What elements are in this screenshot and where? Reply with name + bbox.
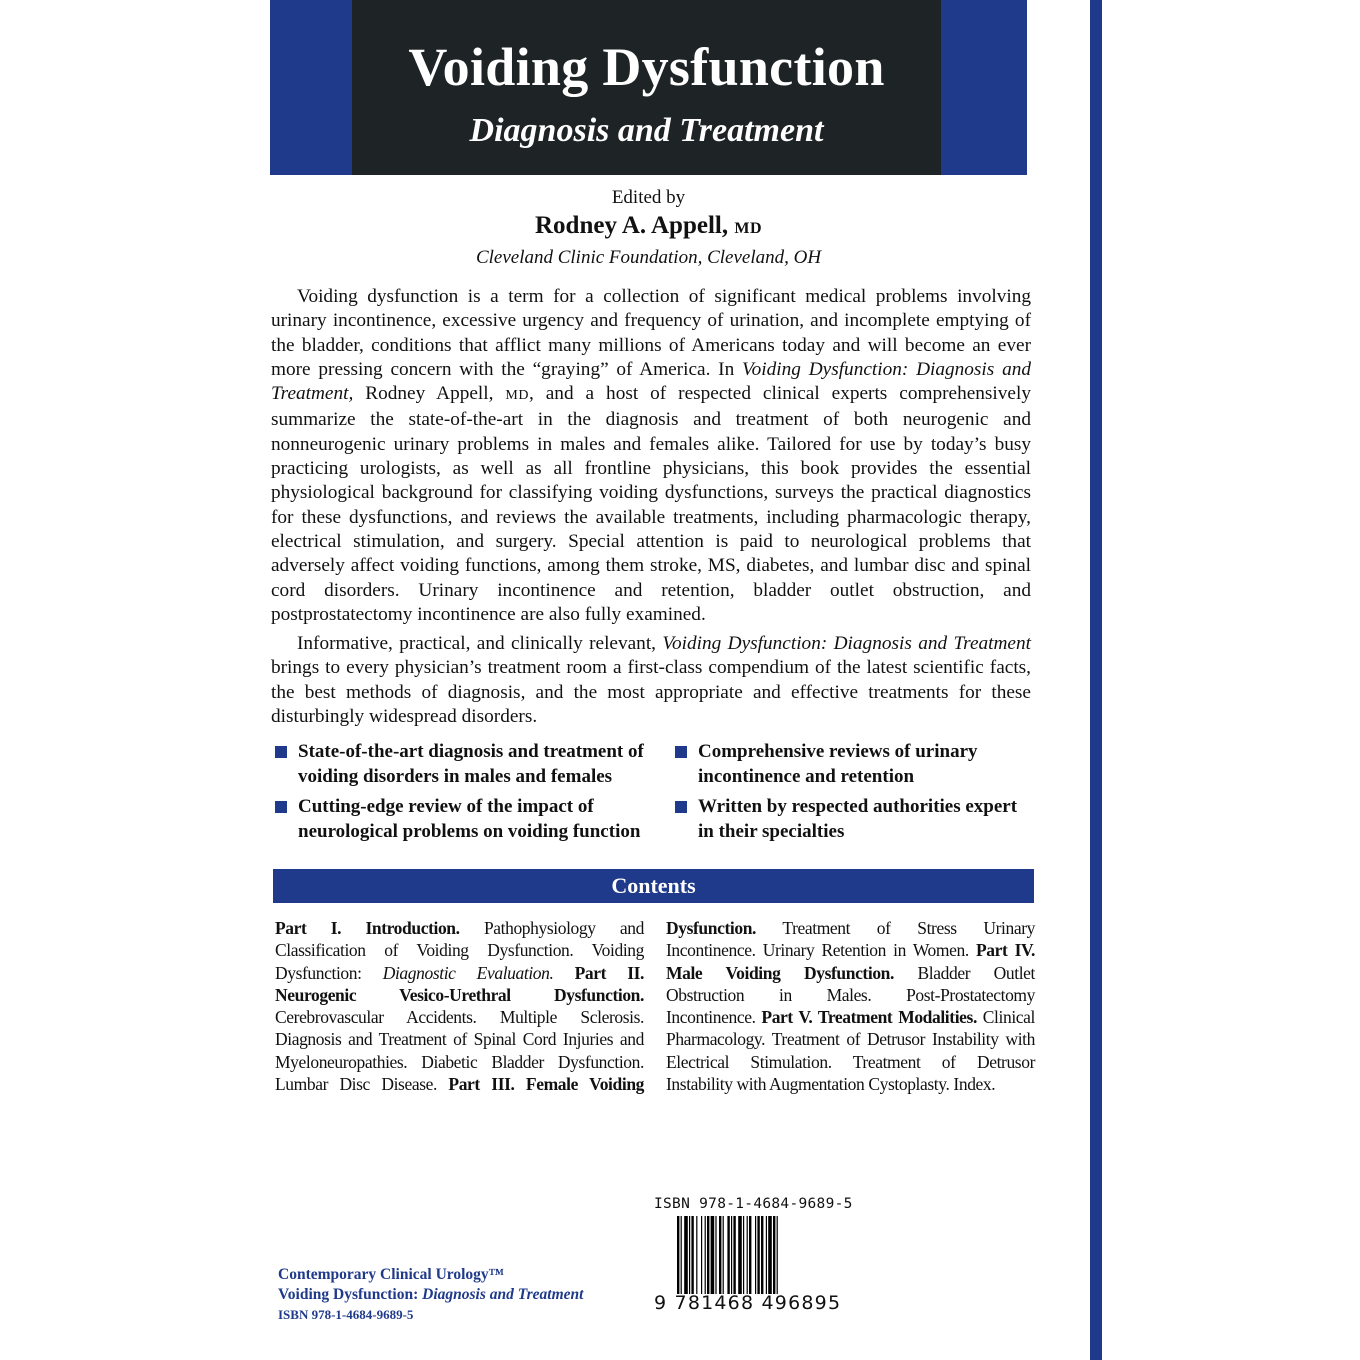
barcode-bar	[738, 1216, 742, 1294]
barcode-bar	[677, 1216, 679, 1294]
barcode-bar	[768, 1216, 772, 1294]
description-paragraph-2	[271, 632, 1031, 729]
barcode-bar	[761, 1216, 763, 1294]
contents-part-heading: Part III. Female Voiding Dysfunction.	[448, 918, 757, 1095]
feature-text: Written by respected authorities expert in their specialties	[698, 796, 1018, 842]
barcode-bar	[749, 1216, 751, 1294]
description-book-title: Voiding Dysfunction: Diagnosis and Treatment	[662, 633, 1031, 655]
contents-part-heading: Part IV. Male Voiding Dysfunction.	[666, 940, 1035, 983]
feature-item	[275, 795, 675, 844]
contents-chapters: Clinical Pharmacology. Treatment of Detrusor Instability with Electrical Stimulation. Treatment of Detrusor Instability with Augmentation Cystoplasty. Index.	[666, 1007, 1035, 1095]
series-info	[278, 1265, 583, 1325]
barcode-bar	[719, 1216, 721, 1294]
barcode-bar	[755, 1216, 756, 1294]
edited-by-label: Edited by	[611, 187, 686, 208]
book-subtitle: Diagnosis and Treatment	[469, 112, 824, 149]
editor-name-text: Rodney A. Appell,	[534, 212, 729, 239]
feature-item	[275, 740, 675, 789]
barcode-bar	[707, 1216, 709, 1294]
barcode-bar	[705, 1216, 706, 1294]
contents-heading: Contents	[273, 869, 1034, 903]
series-book-title-main: Voiding Dysfunction:	[278, 1286, 423, 1303]
barcode-bars-icon	[677, 1216, 857, 1294]
feature-item	[675, 795, 1035, 844]
description-text: Informative, practical, and clinically relevant,	[297, 633, 663, 655]
barcode-bar	[684, 1216, 688, 1294]
barcode-bar	[727, 1216, 729, 1294]
contents-chapters: Bladder Outlet Obstruction in Males. Post-Prostatectomy Incontinence.	[666, 962, 1035, 1028]
description-book-title: Voiding Dysfunction: Diagnosis and Treatment,	[271, 358, 1031, 405]
series-book-title-sub: Diagnosis and Treatment	[422, 1286, 584, 1303]
title-panel	[352, 0, 941, 175]
editor-degree: MD	[734, 220, 762, 237]
square-bullet-icon	[675, 801, 687, 813]
feature-text: State-of-the-art diagnosis and treatment of voiding disorders in males and females	[298, 741, 644, 787]
description-paragraph-1	[271, 285, 1031, 627]
editor-affiliation: Cleveland Clinic Foundation, Cleveland, OH	[475, 247, 822, 268]
description-text: brings to every physician’s treatment room a first-class compendium of the latest scientific facts, the best methods of diagnosis, and the most appropriate and effective treatments for these disturbingly widespread disorders.	[271, 657, 1031, 728]
title-banner	[270, 0, 1027, 175]
contents-part-heading: Part I. Introduction.	[275, 918, 460, 938]
barcode-bar	[743, 1216, 744, 1294]
contents-part-heading: Part V. Treatment Modalities.	[761, 1007, 977, 1028]
description-text: Voiding dysfunction is a term for a collection of significant medical problems involving urinary incontinence, excessive urgency and frequency of urination, and incomplete emptying of the bladder, conditions that afflict many millions of Americans today and will become an ever more pressing concern with the “graying” of America. In	[271, 286, 1031, 380]
barcode-bar	[711, 1216, 715, 1294]
spine-stripe	[1090, 0, 1102, 1360]
feature-text: Comprehensive reviews of urinary incontinence and retention	[698, 741, 978, 787]
contents-text	[275, 917, 1035, 1095]
barcode-bar	[747, 1216, 748, 1294]
contents-chapters-italic: Diagnostic Evaluation.	[382, 962, 554, 983]
square-bullet-icon	[675, 746, 687, 758]
editor-name	[270, 212, 1027, 240]
barcode-digits: 9 781468 496895	[654, 1292, 842, 1314]
feature-item	[675, 740, 1035, 789]
square-bullet-icon	[275, 746, 287, 758]
book-title: Voiding Dysfunction	[408, 37, 885, 97]
barcode-bar	[696, 1216, 697, 1294]
series-isbn: ISBN 978-1-4684-9689-5	[278, 1307, 414, 1322]
barcode-bar	[701, 1216, 702, 1294]
contents-chapters: Pathophysiology and Classification of Voiding Dysfunction. Voiding Dysfunction:	[275, 918, 644, 983]
contents-part-heading: Part II. Neurogenic Vesico-Urethral Dysfunction.	[275, 962, 644, 1005]
contents-chapters: Treatment of Stress Urinary Incontinence. Urinary Retention in Women.	[666, 918, 1035, 961]
barcode-bar	[733, 1216, 735, 1294]
barcode-bar	[731, 1216, 732, 1294]
contents-space	[553, 963, 574, 983]
contents-chapters: Cerebrovascular Accidents. Multiple Sclerosis. Diagnosis and Treatment of Spinal Cord Injuries and Myeloneuropathies. Diabetic Bladder Dysfunction. Lumbar Disc Disease.	[275, 1007, 644, 1095]
barcode-isbn-label: ISBN 978-1-4684-9689-5	[654, 1196, 853, 1212]
barcode-bar	[766, 1216, 767, 1294]
barcode-bar	[723, 1216, 724, 1294]
series-name: Contemporary Clinical Urology™	[278, 1266, 505, 1283]
barcode-bar	[773, 1216, 775, 1294]
description-text: , and a host of respected clinical experts comprehensively summarize the state-of-the-art in the diagnosis and treatment of both neurogenic and nonneurogenic urinary problems in males and females alike. Tailored for use by today’s busy practicing urologists, as well as all frontline physicians, this book provides the essential physiological background for classifying voiding dysfunctions, surveys the practical diagnostics for these dysfunctions, and reviews the available treatments, including pharmacologic therapy, electrical stimulation, and surgery. Special attention is paid to neurological problems that adversely affect voiding functions, among them stroke, MS, diabetes, and lumbar disc and spinal cord disorders. Urinary incontinence and retention, bladder outlet obstruction, and postprostatectomy incontinence are also fully examined.	[271, 383, 1031, 625]
barcode-bar	[681, 1216, 682, 1294]
barcode-bar	[715, 1216, 716, 1294]
description-text: Rodney Appell,	[353, 383, 506, 405]
isbn-barcode	[652, 1196, 882, 1321]
barcode-bar	[689, 1216, 690, 1294]
barcode-bar	[777, 1216, 778, 1294]
description-degree: MD	[505, 388, 529, 404]
square-bullet-icon	[275, 801, 287, 813]
barcode-bar	[757, 1216, 759, 1294]
feature-list	[275, 740, 1035, 844]
series-book-title	[278, 1285, 583, 1305]
feature-text: Cutting-edge review of the impact of neurological problems on voiding function	[298, 796, 641, 842]
barcode-bar	[691, 1216, 693, 1294]
book-description	[271, 285, 1031, 734]
